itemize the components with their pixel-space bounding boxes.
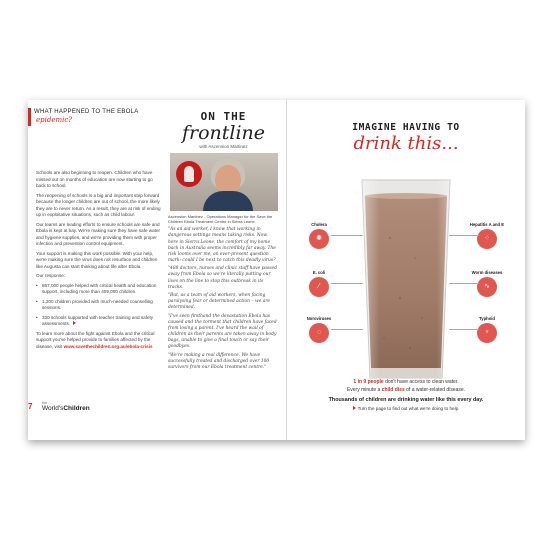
stat-headline: Thousands of children are drinking water like this every day. [328,397,484,403]
ecoli-icon: ⁄ [309,277,329,297]
section-marker [28,108,31,126]
pathogen-label: Typhoid [479,316,495,321]
quote-paragraph: "But, as a team of aid workers, when facing paralysing fear or determined action – we are determined. [168,293,271,311]
stat-text: of a water-related disease. [404,387,466,393]
article-body [36,170,161,353]
stat-text: don't have access to clean water. [383,379,459,385]
turn-page-note [287,406,525,411]
frontline-kicker: ON THE [200,110,247,123]
norovirus-icon: ◌ [309,323,329,343]
quote-paragraph: "As an aid worker, I know that working in dangerous settings means taking risks. Now, here in Sierra Leone, the comfort of my home back in Australia seems incredibly far away. The risk looms over me, an ever-present question mark: could I be next to catch this deadly virus? [168,227,276,263]
stat-text: Every minute a [346,387,382,393]
magazine-name [42,405,90,412]
connector-line [449,329,479,330]
list-item: • 867,000 people helped with critical health and education support, including more than 409,000 children. [36,283,161,296]
quote-paragraph: "We're making a real difference. We have successfully treated and discharged over 100 survivors from our Ebola treatment centre." [168,352,270,371]
turn-page-text: Turn the page to find out what we're doing to help. [357,406,460,411]
stat-line [287,387,525,393]
typhoid-icon: ♆ [477,323,497,343]
infographic-subtitle: drink this... [353,133,459,154]
logo-figure [184,166,194,182]
magazine-name-light: World's [42,405,64,412]
paragraph [36,331,161,351]
paragraph-text: To learn more about the fight against Ebola and the critical support you've helped provide to families affected by the disease, visit [36,330,155,349]
portrait-body [203,191,253,211]
glass-illustration [360,178,452,382]
paragraph: Our response: [36,273,66,279]
connector-line [331,329,363,330]
magazine-spread [28,100,525,440]
page-footer [28,402,158,416]
pathogen-label: E. coli [312,270,326,275]
quote-paragraph: "488 doctors, nurses and clinic staff have passed away from Ebola so we're literally putting our lives on the line to stop this outbreak in its tracks. [168,266,277,290]
worm-icon: ∿ [477,277,497,297]
end-marker-icon [73,321,76,325]
paragraph: Our teams are leading efforts to ensure schools are safe and Ebola is kept at bay. We're making sure they have safe water and hygiene supplies, and we're providing them with proper infection and prevention control equipment. [36,221,161,247]
frontline-byline: with Ascension Martinez [199,144,248,149]
stat-highlight: child dies [381,387,405,393]
quote-paragraph: "I've seen firsthand the devastation Ebola has caused and the torment that children have faced from losing a parent. I've heard the wail of children as their parents are taken away in body bags, unable to give a final touch or say their goodbyes. [168,313,277,350]
stat-line [287,379,525,385]
list-item-text: 330 schools supported with teacher training and safety assessments. [42,314,154,327]
pathogen-label: Noroviruses [306,316,332,321]
frontline-quote [166,227,281,371]
section-subtitle: epidemic? [36,116,73,124]
frontline-title: frontline [181,122,266,144]
dirty-water-glass [360,178,452,382]
pathogen-label: Cholera [311,222,327,227]
connector-line [331,283,363,284]
cholera-icon: ✺ [309,229,329,249]
connector-line [331,235,363,236]
section-title: WHAT HAPPENED TO THE EBOLA [34,109,139,115]
stat-highlight: 1 in 9 people [353,379,384,385]
page-number: 7 [28,402,33,411]
photo-caption: Ascension Martinez - Operations Manager for the Save the Children Ebola Treatment Centre in Sierra Leone. [168,214,273,225]
connector-line [449,235,479,236]
list-item [36,315,161,328]
frontline-column [166,110,281,374]
magazine-name-prefix: the [42,401,47,405]
pathogen-label: Hepatitis A and E [469,222,505,227]
infographic-title: IMAGINE HAVING TO [352,122,460,133]
hepatitis-icon: ⁘ [477,229,497,249]
arrow-icon [353,406,356,410]
list-item: • 1,200 children provided with much-needed counselling sessions. [36,299,161,312]
pathogen-label: Worm diseases [471,270,503,275]
response-list [36,283,161,328]
connector-line [449,283,479,284]
paragraph: Your support is making this work possible. With your help, we're making sure the virus does not resurface and children like Augusta can start thinking about life after Ebola. [36,250,158,269]
ebola-crisis-link[interactable]: www.savethechildren.org.au/ebola-crisis [63,343,153,349]
portrait-photo [170,153,278,211]
paragraph: The reopening of schools is a big and important step forward because the longer children are out of school, the more likely they are to never return. As a result, they are at risk of ending up in exploitative situations, such as child labour. [36,192,161,218]
paragraph: Schools are also beginning to reopen. Children who have missed out on months of education are now starting to go back to school. [36,170,153,189]
magazine-name-bold: Children [63,405,90,412]
